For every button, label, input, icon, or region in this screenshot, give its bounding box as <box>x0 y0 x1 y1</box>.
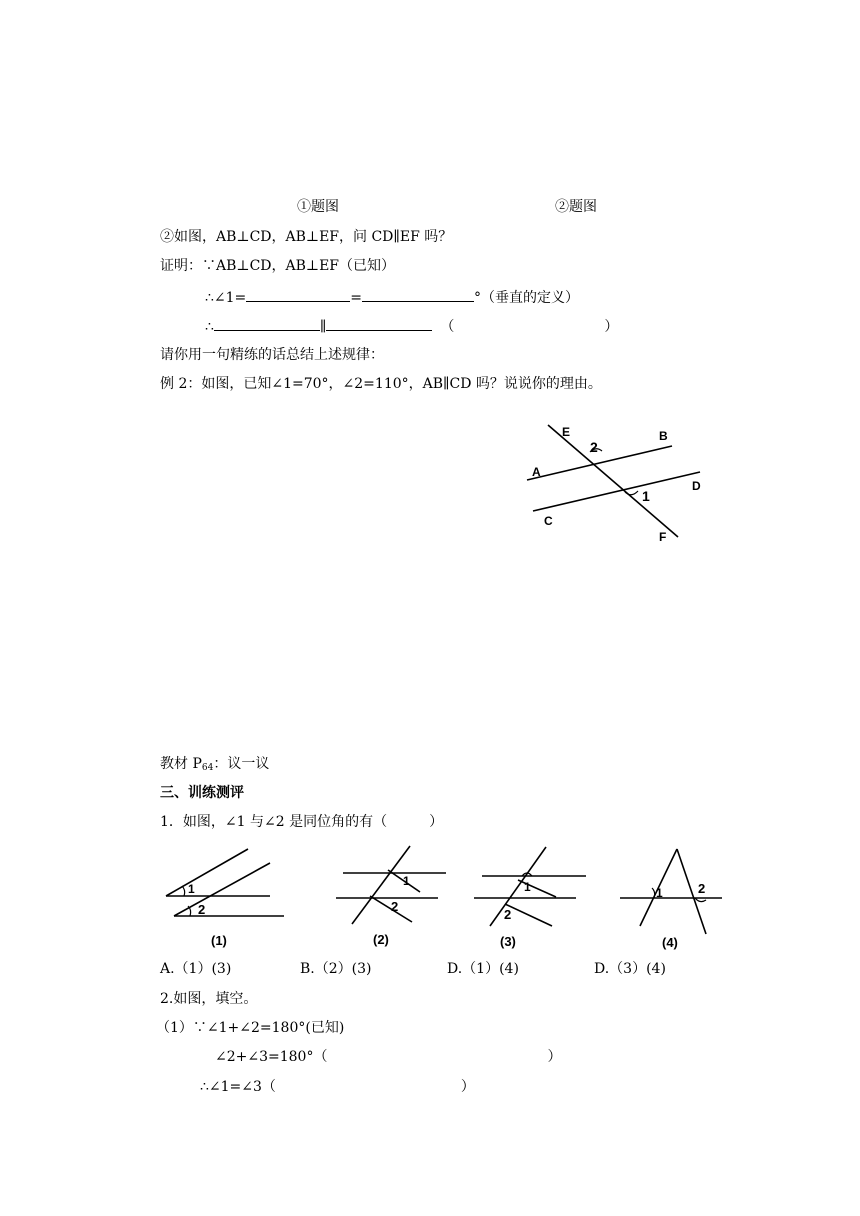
label-angle-1: 1 <box>642 488 650 504</box>
exercise-2: 2.如图，填空。 <box>160 991 258 1007</box>
fig2-label: (2) <box>373 932 389 947</box>
ex1-figure-4 <box>620 849 722 950</box>
fig2-angle-2: 2 <box>391 899 399 914</box>
label-angle-2: 2 <box>590 439 598 455</box>
question-2: ②如图，AB⊥CD，AB⊥EF，问 CD∥EF 吗？ <box>160 229 453 245</box>
label-e: E <box>562 425 571 439</box>
option-d[interactable]: D.（3）(4) <box>594 961 666 977</box>
proof-step-1: ∴∠1= = °（垂直的定义） <box>205 287 579 307</box>
fig4-angle-1: 1 <box>656 886 663 900</box>
proof-start: 证明：∵AB⊥CD，AB⊥EF（已知） <box>160 258 395 274</box>
example-2: 例 2：如图，已知∠1=70°，∠2=110°，AB∥CD 吗？说说你的理由。 <box>160 376 602 392</box>
fig1-angle-1: 1 <box>188 882 195 896</box>
exercise-1: 1．如图，∠1 与∠2 是同位角的有（ ） <box>160 814 444 830</box>
ex1-figure-1 <box>166 849 284 948</box>
ex1-figure-3 <box>474 847 586 949</box>
fig2-angle-1: 1 <box>403 874 410 888</box>
label-b: B <box>659 429 668 443</box>
figure-caption-2: ②题图 <box>555 199 597 215</box>
label-c: C <box>544 514 553 528</box>
option-c[interactable]: D.（1）(4) <box>447 961 519 977</box>
option-a[interactable]: A.（1）(3) <box>160 961 232 977</box>
ex2-line-1: （1）∵∠1+∠2=180°(已知) <box>156 1020 345 1036</box>
ex2-line-3: ∴∠1=∠3（ ） <box>200 1079 475 1095</box>
label-f: F <box>659 530 667 544</box>
fig1-label: (1) <box>211 933 227 948</box>
ex2-line-2: ∠2+∠3=180°（ ） <box>215 1049 562 1065</box>
fig4-angle-2: 2 <box>698 881 706 896</box>
proof-step-2: ∴ ∥ （ ） <box>205 316 618 336</box>
figure-caption-1: ①题图 <box>297 199 339 215</box>
textbook-note: 教材 $P_{64}$：议一议 <box>160 756 270 773</box>
fig3-angle-2: 2 <box>504 907 512 922</box>
ex1-figure-2 <box>336 846 446 947</box>
fig4-label: (4) <box>662 935 678 950</box>
label-a: A <box>532 465 541 479</box>
fig3-label: (3) <box>500 934 516 949</box>
label-d: D <box>692 479 701 493</box>
section-heading-3: 三、训练测评 <box>160 785 244 801</box>
fig3-angle-1: 1 <box>524 880 531 894</box>
option-b[interactable]: B.（2）(3) <box>300 961 372 977</box>
fig1-angle-2: 2 <box>198 902 206 917</box>
summary-prompt: 请你用一句精练的话总结上述规律： <box>160 347 384 363</box>
